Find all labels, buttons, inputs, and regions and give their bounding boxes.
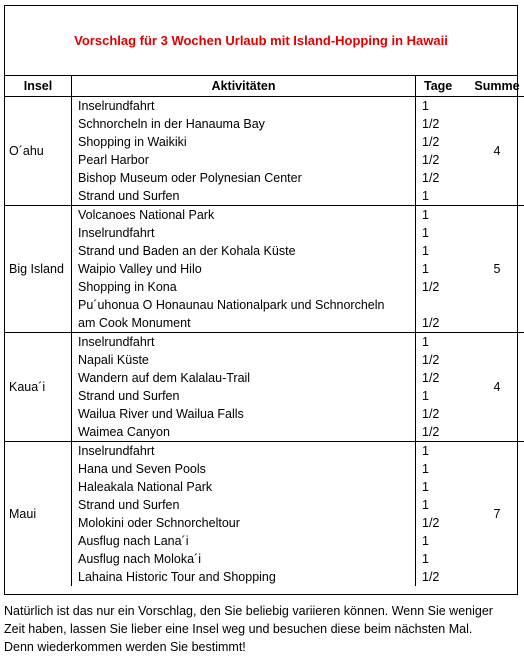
island-group-row xyxy=(5,442,524,587)
days-value: 1/2 xyxy=(422,316,440,330)
header-row xyxy=(5,76,524,97)
activities-cell xyxy=(72,97,416,206)
header-insel: Insel xyxy=(5,76,72,97)
table-body xyxy=(5,97,524,587)
island-name: Maui xyxy=(5,442,72,587)
days-value: 1 xyxy=(422,498,429,512)
days-value: 1/2 xyxy=(422,516,440,530)
days-value xyxy=(416,296,468,314)
activity-item: Ausflug nach Lana´i xyxy=(78,534,189,548)
island-name: Kaua´i xyxy=(5,333,72,442)
activity-item: Strand und Surfen xyxy=(78,498,180,512)
days-value: 1 xyxy=(422,389,429,403)
header-aktivitaeten: Aktivitäten xyxy=(72,76,416,97)
activity-item: Strand und Surfen xyxy=(78,189,180,203)
days-value: 1 xyxy=(422,534,429,548)
activities-cell xyxy=(72,442,416,587)
days-value: 1/2 xyxy=(422,570,440,584)
days-cell xyxy=(416,97,469,206)
activity-item: Wailua River und Wailua Falls xyxy=(78,407,244,421)
days-value: 1/2 xyxy=(422,371,440,385)
days-value: 1/2 xyxy=(422,407,440,421)
activity-item: Napali Küste xyxy=(78,353,149,367)
days-value: 1 xyxy=(422,226,429,240)
activity-item: Hana und Seven Pools xyxy=(78,462,206,476)
activity-item: Pearl Harbor xyxy=(78,153,149,167)
island-name: Big Island xyxy=(5,206,72,333)
activity-item: Shopping in Waikiki xyxy=(78,135,187,149)
activity-item: Haleakala National Park xyxy=(78,480,213,494)
days-value: 1/2 xyxy=(422,280,440,294)
days-value: 1/2 xyxy=(422,117,440,131)
activity-item: Shopping in Kona xyxy=(78,280,177,294)
activity-item: Strand und Surfen xyxy=(78,389,180,403)
activity-item: Pu´uhonua O Honaunau Nationalpark und Schnorcheln xyxy=(78,298,385,312)
days-value: 1/2 xyxy=(422,425,440,439)
activity-item: Schnorcheln in der Hanauma Bay xyxy=(78,117,265,131)
footer-line: Natürlich ist das nur ein Vorschlag, den Sie beliebig variieren können. Wenn Sie weniger xyxy=(4,604,493,618)
sum-value: 4 xyxy=(468,333,524,442)
days-value: 1 xyxy=(422,262,429,276)
days-value: 1 xyxy=(422,189,429,203)
activity-item: Waipio Valley und Hilo xyxy=(78,262,202,276)
days-value: 1/2 xyxy=(422,153,440,167)
table-title: Vorschlag für 3 Wochen Urlaub mit Island-Hopping in Hawaii xyxy=(5,6,517,76)
footer-line: Zeit haben, lassen Sie lieber eine Insel weg und besuchen diese beim nächsten Mal. xyxy=(4,622,473,636)
island-group-row xyxy=(5,97,524,206)
activity-item: Lahaina Historic Tour and Shopping xyxy=(78,570,276,584)
days-value: 1 xyxy=(422,480,429,494)
activity-item: Inselrundfahrt xyxy=(78,335,155,349)
itinerary-table xyxy=(5,76,524,586)
activity-item: Inselrundfahrt xyxy=(78,444,155,458)
island-group-row xyxy=(5,333,524,442)
header-tage: Tage xyxy=(416,76,469,97)
header-summe: Summe xyxy=(468,76,524,97)
sum-value: 7 xyxy=(493,507,501,521)
activity-item: am Cook Monument xyxy=(78,316,191,330)
activities-cell xyxy=(72,206,416,333)
itinerary-table-frame xyxy=(4,5,518,595)
island-group-row xyxy=(5,206,524,333)
activity-item: Bishop Museum oder Polynesian Center xyxy=(78,171,302,185)
activity-item: Waimea Canyon xyxy=(78,425,170,439)
days-cell xyxy=(416,442,469,587)
days-cell xyxy=(416,333,469,442)
activity-item: Ausflug nach Moloka´i xyxy=(78,552,201,566)
days-value: 1 xyxy=(422,244,429,258)
activity-item: Inselrundfahrt xyxy=(78,226,155,240)
days-value: 1 xyxy=(422,444,429,458)
activity-item: Volcanoes National Park xyxy=(78,208,215,222)
days-value: 1/2 xyxy=(422,171,440,185)
days-value: 1 xyxy=(422,552,429,566)
days-cell xyxy=(416,206,469,333)
activities-cell xyxy=(72,333,416,442)
activity-item: Inselrundfahrt xyxy=(78,99,155,113)
footer-note xyxy=(4,602,520,656)
activity-item: Wandern auf dem Kalalau-Trail xyxy=(78,371,251,385)
days-value: 1 xyxy=(422,462,429,476)
footer-line: Denn wiederkommen werden Sie bestimmt! xyxy=(4,640,246,654)
activity-item: Molokini oder Schnorcheltour xyxy=(78,516,240,530)
days-value: 1/2 xyxy=(422,353,440,367)
days-value: 1/2 xyxy=(422,135,440,149)
days-value: 1 xyxy=(422,99,429,113)
sum-value: 5 xyxy=(468,206,524,333)
sum-value: 4 xyxy=(468,97,524,206)
island-name: O´ahu xyxy=(5,97,72,206)
days-value: 1 xyxy=(422,208,429,222)
days-value: 1 xyxy=(422,335,429,349)
activity-item: Strand und Baden an der Kohala Küste xyxy=(78,244,296,258)
